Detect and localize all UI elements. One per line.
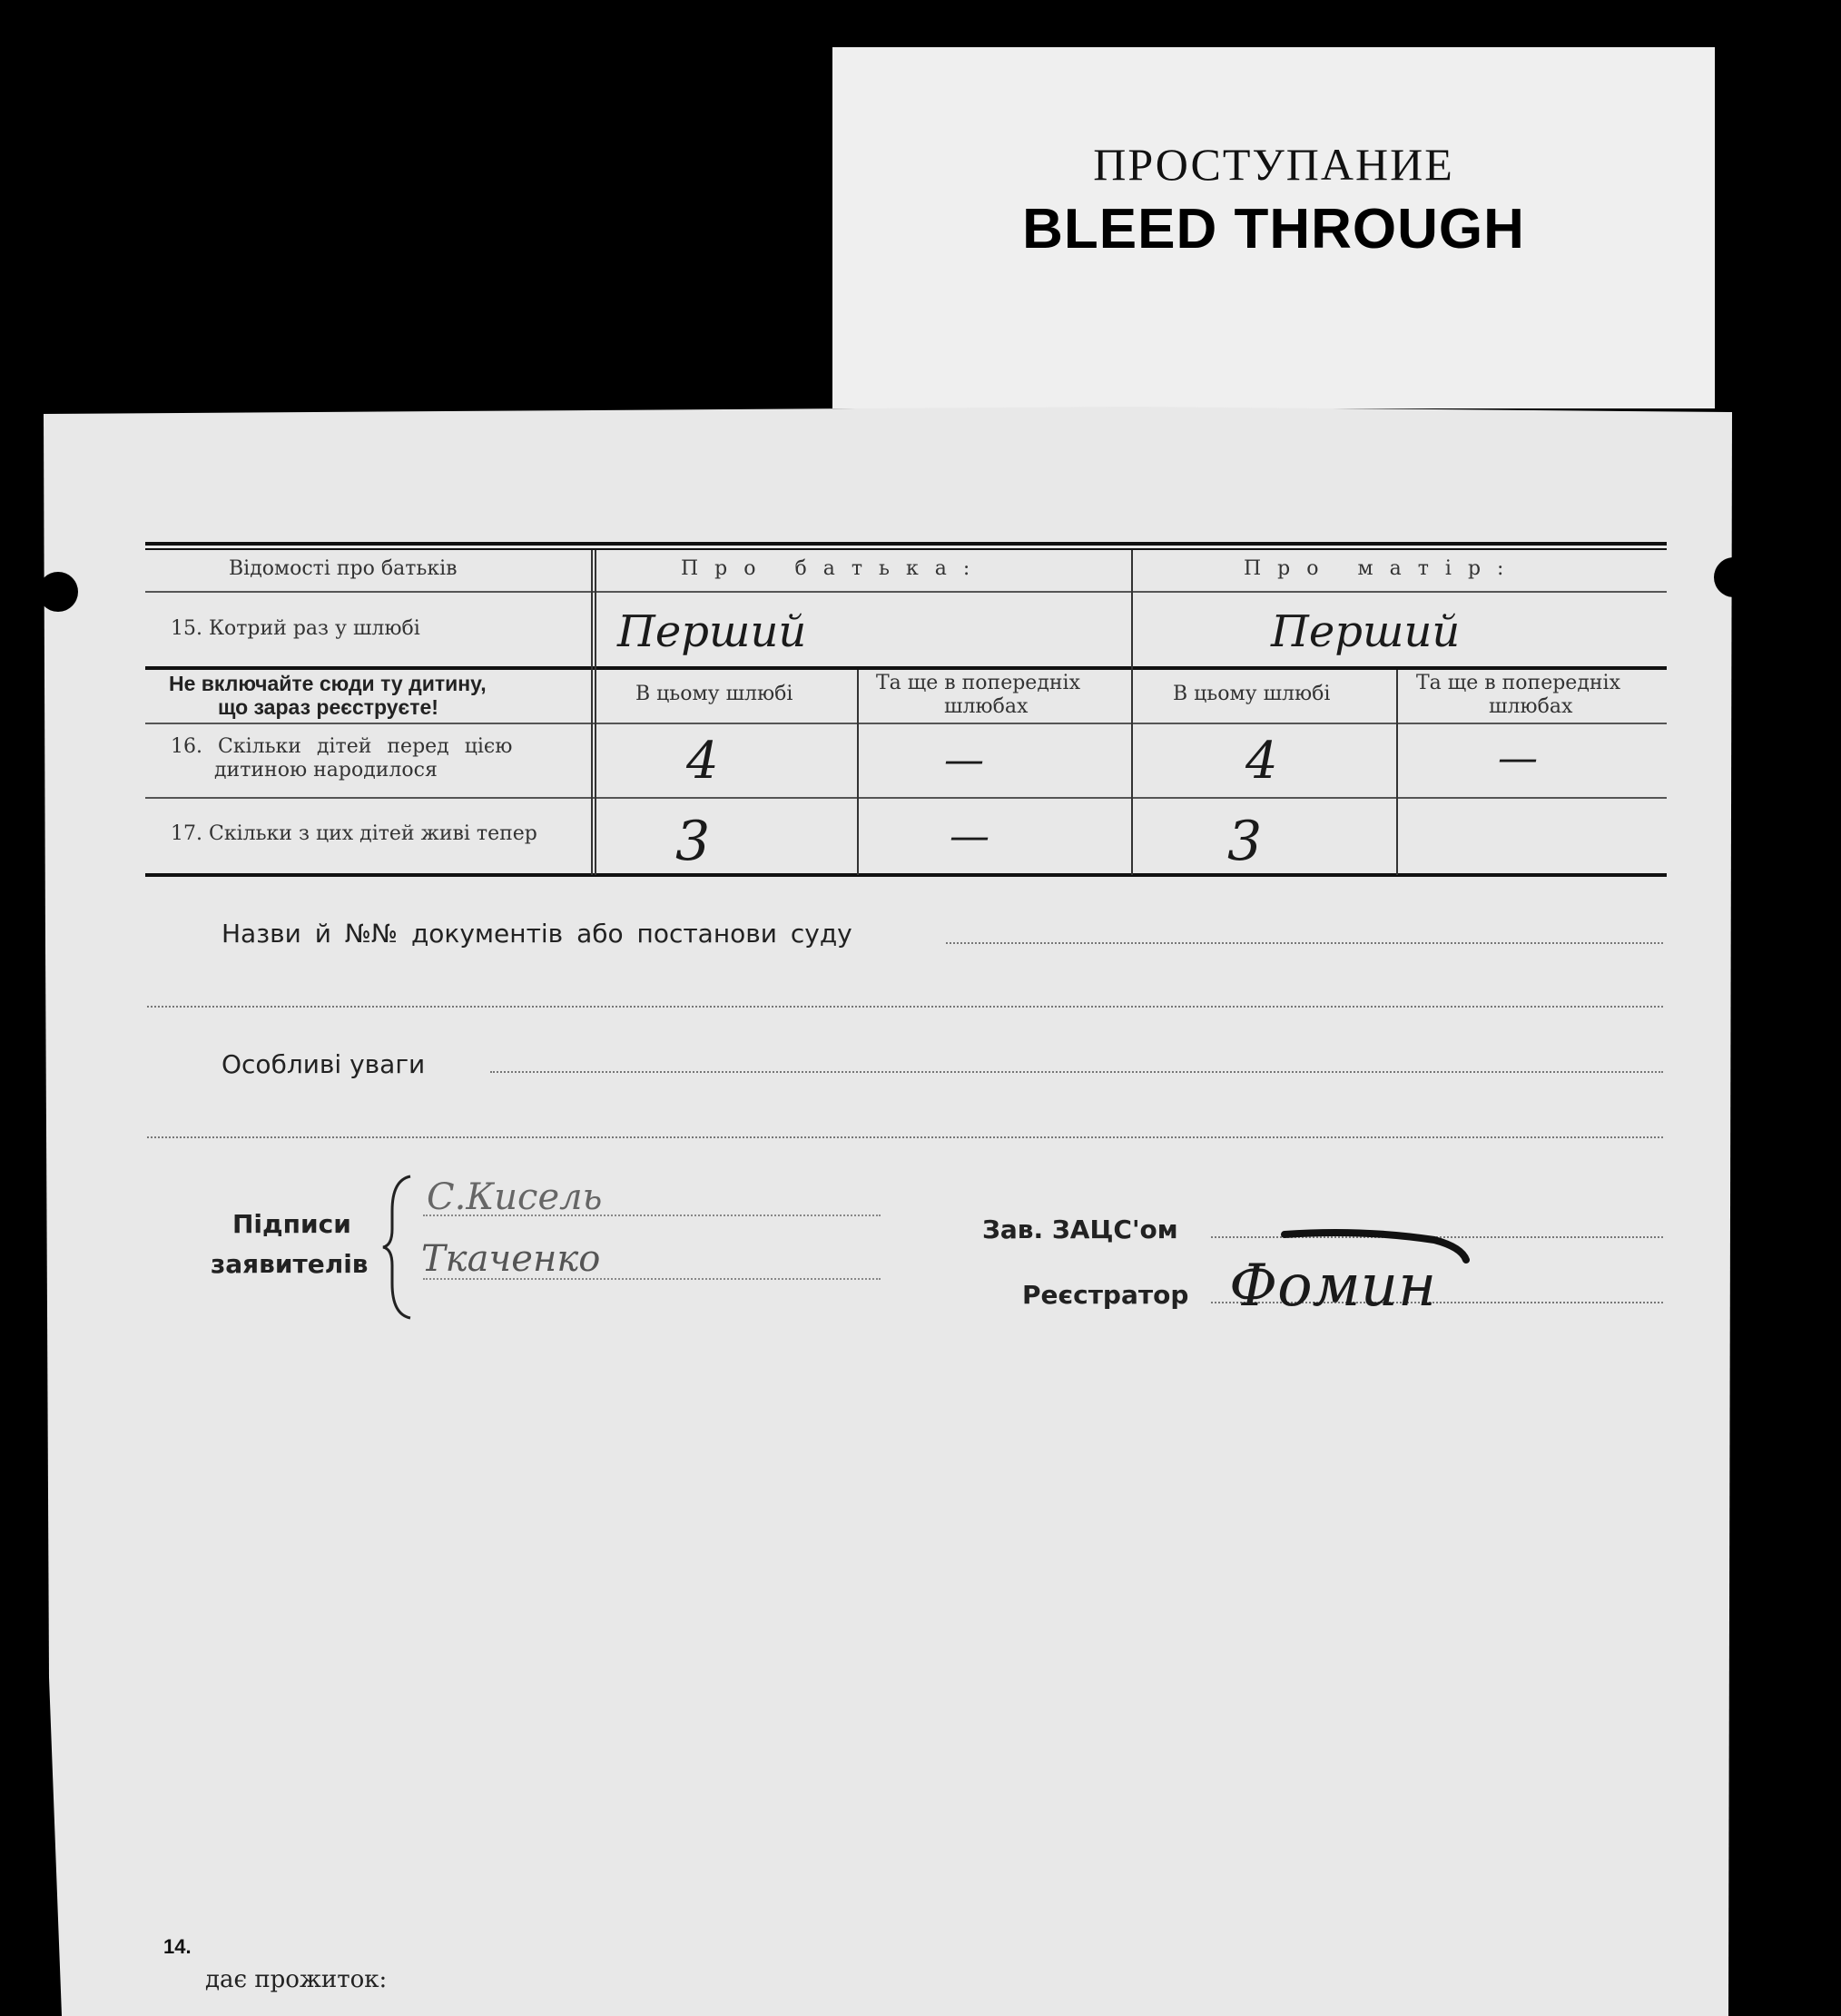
row17-mother-this: 3: [1227, 810, 1263, 873]
table-header-rule: [145, 591, 1667, 593]
remarks-line-1: [490, 1071, 1663, 1073]
punch-hole-left: [38, 572, 78, 612]
row17-father-this: 3: [675, 810, 711, 873]
subheader-note-line2: що зараз реєструєте!: [218, 695, 438, 719]
subheader-note-line1: Не включайте сюди ту дитину,: [169, 672, 487, 695]
notice-russian-text: ПРОСТУПАНИЕ: [1093, 139, 1454, 190]
table-vline-1: [591, 550, 593, 875]
table-row16-rule: [145, 797, 1667, 799]
documents-line-2: [147, 1006, 1663, 1008]
subheader-father-prev-line1: Та ще в попередніх: [876, 672, 1080, 694]
applicant2-signature: Ткаченко: [421, 1238, 601, 1280]
applicant2-line: [423, 1278, 881, 1280]
table-vline-3: [857, 670, 859, 875]
head-label: Зав. ЗАЦС'ом: [982, 1215, 1178, 1244]
header-father: Про батька:: [681, 557, 987, 580]
row15-label: 15. Котрий раз у шлюбі: [171, 617, 420, 640]
applicants-label-line2: заявителів: [211, 1249, 369, 1279]
table-subheader-rule: [145, 723, 1667, 724]
row16-father-prev: —: [944, 737, 984, 783]
table-top-rule: [145, 542, 1667, 546]
subheader-father-prev-line2: шлюбах: [944, 695, 1029, 718]
documents-label: Назви й №№ документів або постанови суду: [222, 919, 852, 949]
notice-english-text: BLEED THROUGH: [1022, 198, 1525, 261]
remarks-label: Особливі уваги: [222, 1049, 426, 1079]
registrar-label: Реєстратор: [1022, 1280, 1189, 1310]
table-vline-1b: [595, 550, 596, 875]
footer-number: 14.: [163, 1935, 192, 1958]
table-row15-rule: [145, 666, 1667, 670]
footer-text: дає прожиток:: [205, 1966, 388, 1993]
row16-father-this: 4: [686, 732, 719, 791]
row15-father-value: Перший: [617, 606, 807, 657]
subheader-mother-this: В цьому шлюбі: [1173, 683, 1331, 705]
table-bottom-rule: [145, 873, 1667, 877]
documents-line-1: [946, 942, 1663, 944]
row15-mother-value: Перший: [1271, 606, 1461, 657]
table-top-rule-2: [145, 548, 1667, 550]
row16-mother-prev: —: [1498, 735, 1538, 782]
subheader-mother-prev-line2: шлюбах: [1489, 695, 1573, 718]
table-vline-2: [1131, 550, 1133, 875]
remarks-line-2: [147, 1136, 1663, 1138]
applicants-label-line1: Підписи: [232, 1209, 351, 1239]
header-mother: Про матір:: [1244, 557, 1521, 580]
applicant1-line: [423, 1215, 881, 1216]
subheader-father-this: В цьому шлюбі: [635, 683, 793, 705]
row16-mother-this: 4: [1245, 732, 1278, 791]
row17-father-prev: —: [950, 813, 989, 860]
bleed-through-notice: [832, 47, 1715, 408]
row17-label: 17. Скільки з цих дітей живі тепер: [171, 822, 537, 845]
applicants-brace: [381, 1175, 418, 1320]
registrar-signature: Фомин: [1229, 1253, 1437, 1320]
header-col-label: Відомості про батьків: [229, 557, 458, 580]
table-vline-4: [1396, 670, 1398, 875]
punch-hole-right: [1714, 557, 1754, 597]
row16-label-line1: 16. Скільки дітей перед цією: [171, 735, 513, 758]
row16-label-line2: дитиною народилося: [214, 759, 438, 782]
applicant1-signature: С.Кисель: [427, 1176, 603, 1218]
subheader-mother-prev-line1: Та ще в попередніх: [1416, 672, 1620, 694]
